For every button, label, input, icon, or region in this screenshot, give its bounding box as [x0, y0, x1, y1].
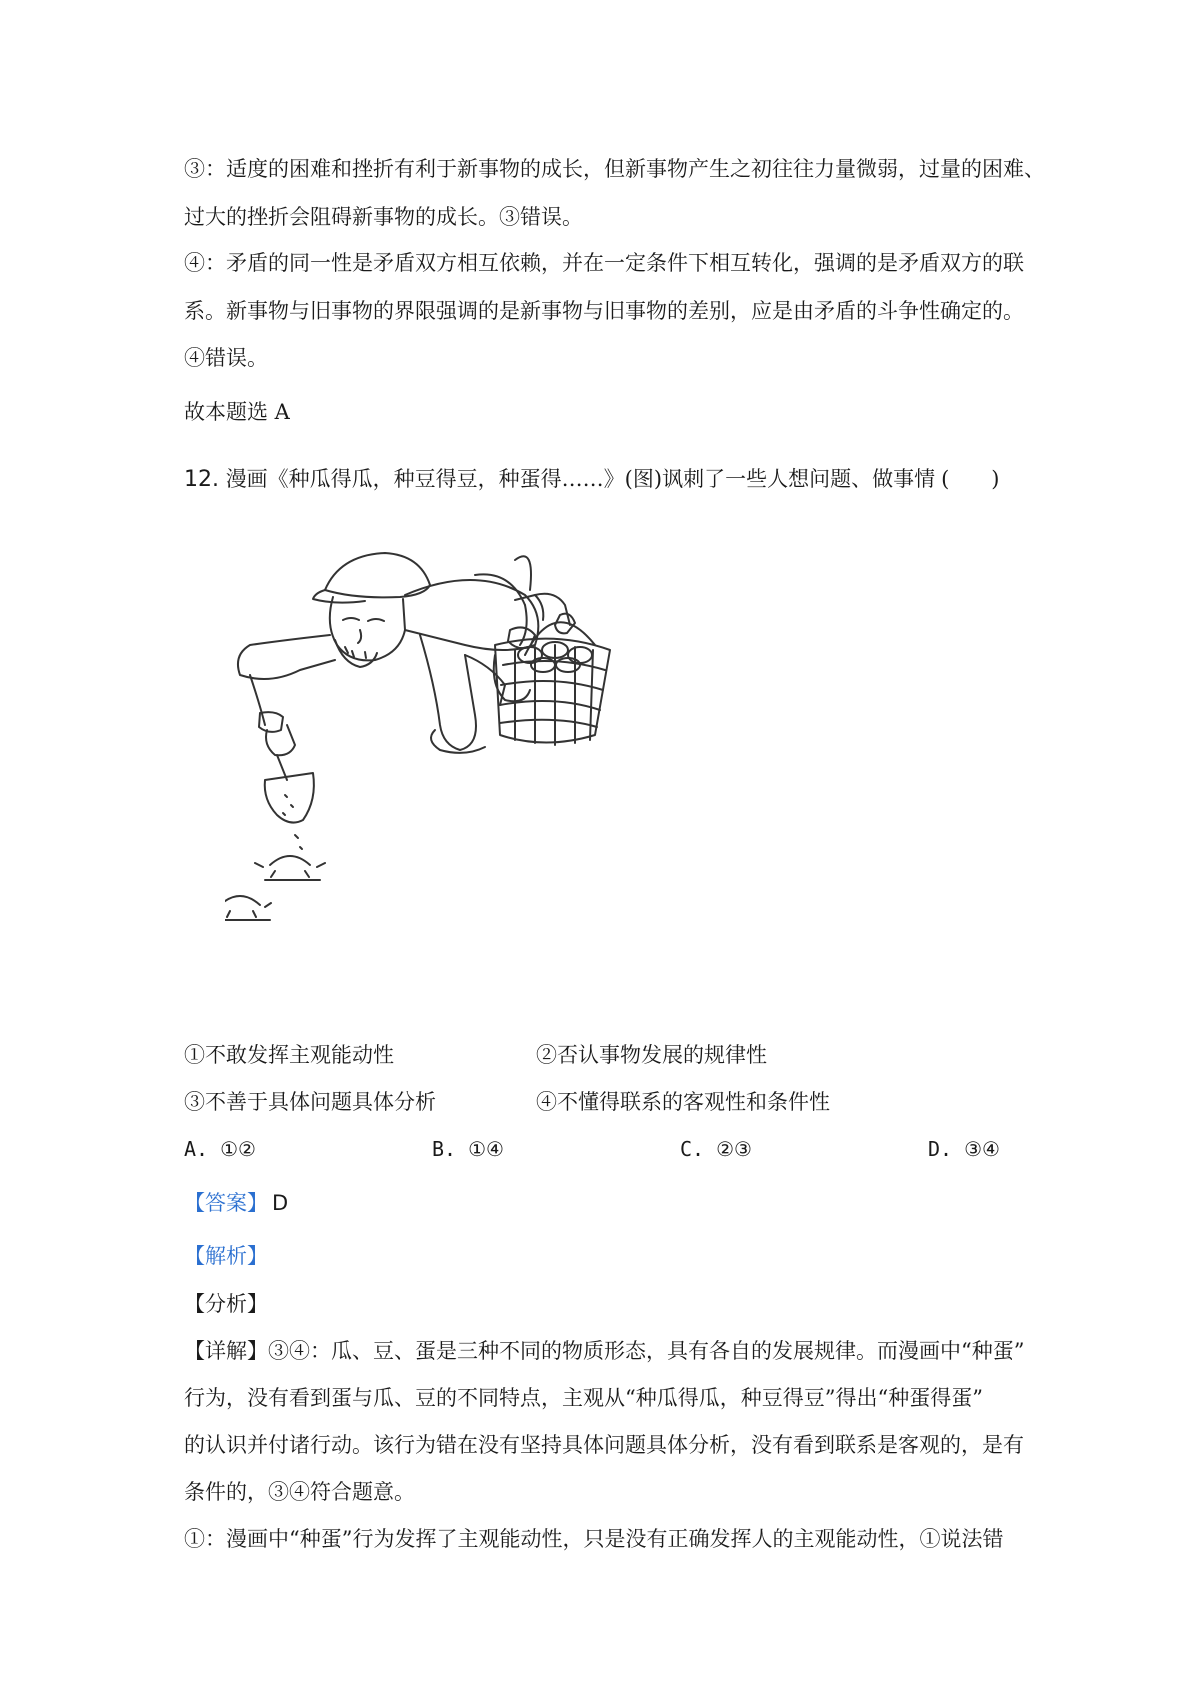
- answer-bracket: ( ): [941, 467, 1000, 491]
- option-2: ②否认事物发展的规律性: [536, 1043, 767, 1067]
- prev-point4-line2: 系。新事物与旧事物的界限强调的是新事物与旧事物的差别，应是由矛盾的斗争性确定的。: [184, 299, 1024, 323]
- question-stem-text: 漫画《种瓜得瓜，种豆得豆，种蛋得……》(图)讽刺了一些人想问题、做事情: [225, 467, 936, 491]
- cartoon-illustration: [225, 535, 685, 1005]
- cartoon-planting-eggs: [225, 535, 685, 1005]
- option-3: ③不善于具体问题具体分析: [184, 1090, 436, 1114]
- prev-point4-line1: ④：矛盾的同一性是矛盾双方相互依赖，并在一定条件下相互转化，强调的是矛盾双方的联: [184, 251, 1024, 275]
- answer-value: D: [272, 1191, 289, 1215]
- choice-c-value: ②③: [716, 1137, 752, 1161]
- point1-line-1: ①：漫画中“种蛋”行为发挥了主观能动性，只是没有正确发挥人的主观能动性，①说法错: [184, 1527, 1004, 1551]
- answer-label: 【答案】: [184, 1191, 268, 1215]
- question-12-stem: [184, 464, 1034, 495]
- prev-conclusion: 故本题选 A: [184, 400, 290, 424]
- choice-d: [928, 1134, 1000, 1164]
- choice-a: [184, 1134, 256, 1164]
- prev-point3-line2: 过大的挫折会阻碍新事物的成长。③错误。: [184, 205, 583, 229]
- option-1: ①不敢发挥主观能动性: [184, 1043, 394, 1067]
- choice-a-letter: A.: [184, 1137, 209, 1161]
- prev-point4-line3: ④错误。: [184, 346, 268, 370]
- analysis-sub-label: 【分析】: [184, 1292, 268, 1316]
- choice-c: [680, 1134, 752, 1164]
- detail-line-2: 行为，没有看到蛋与瓜、豆的不同特点，主观从“种瓜得瓜，种豆得豆”得出“种蛋得蛋”: [184, 1386, 983, 1410]
- choice-d-value: ③④: [964, 1137, 1000, 1161]
- detail-line-4: 条件的，③④符合题意。: [184, 1480, 415, 1504]
- choice-a-value: ①②: [220, 1137, 256, 1161]
- answer-line: [184, 1188, 1034, 1218]
- option-4: ④不懂得联系的客观性和条件性: [536, 1090, 830, 1114]
- analysis-label: 【解析】: [184, 1244, 268, 1268]
- prev-point3-line1: ③：适度的困难和挫折有利于新事物的成长，但新事物产生之初往往力量微弱，过量的困难、: [184, 157, 1045, 181]
- choice-b: [432, 1134, 504, 1164]
- question-number: 12.: [184, 467, 219, 492]
- detail-line-3: 的认识并付诸行动。该行为错在没有坚持具体问题具体分析，没有看到联系是客观的，是有: [184, 1433, 1024, 1457]
- choice-c-letter: C.: [680, 1137, 705, 1161]
- choice-b-letter: B.: [432, 1137, 457, 1161]
- choice-b-value: ①④: [468, 1137, 504, 1161]
- choice-d-letter: D.: [928, 1137, 953, 1161]
- detail-line-1: 【详解】③④：瓜、豆、蛋是三种不同的物质形态，具有各自的发展规律。而漫画中“种蛋”: [184, 1339, 1025, 1363]
